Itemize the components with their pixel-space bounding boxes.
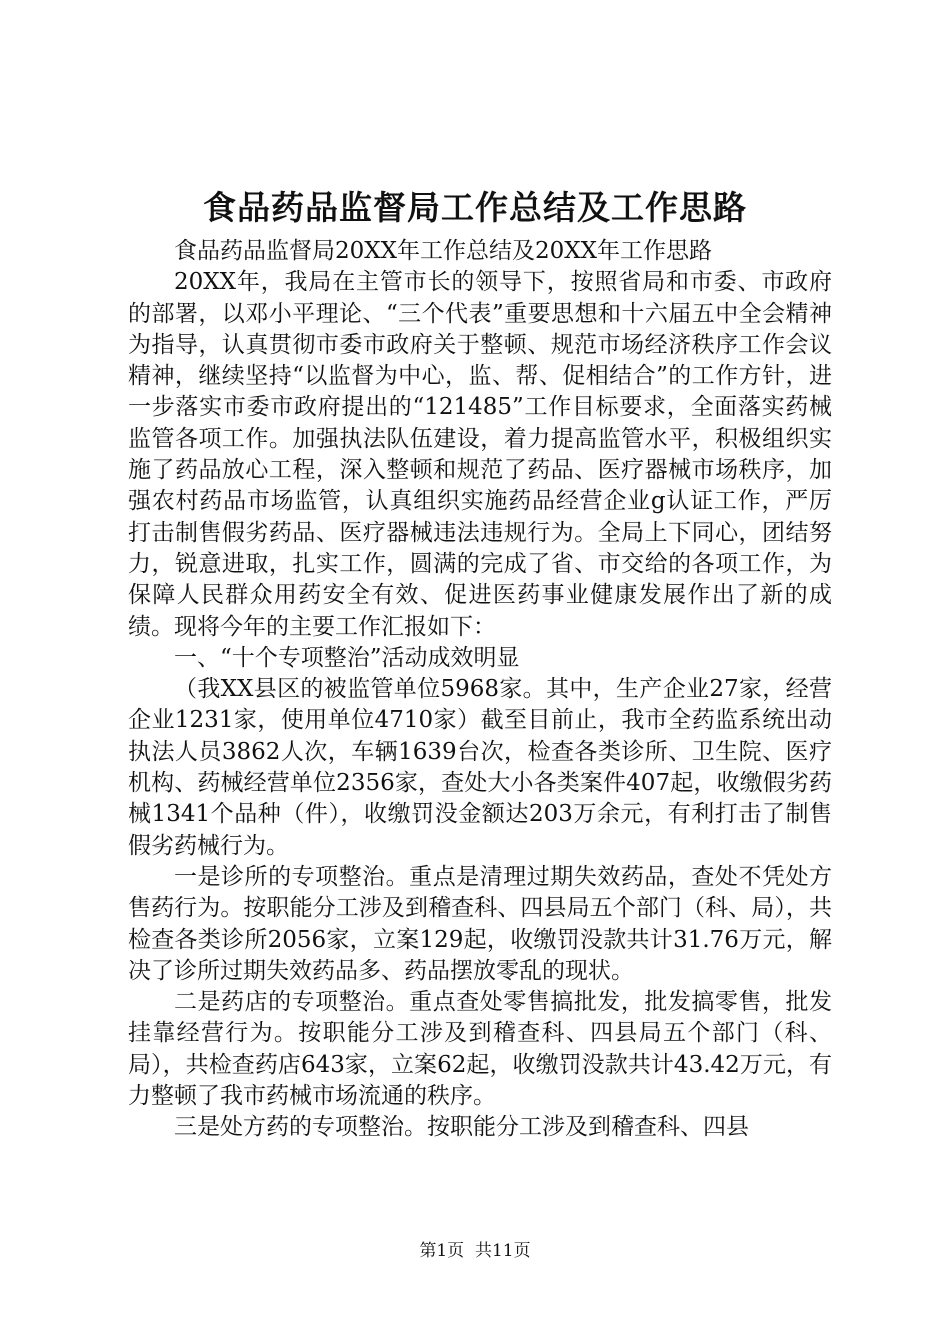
document-title: 食品药品监督局工作总结及工作思路	[203, 188, 747, 227]
paragraph-clinics: 一是诊所的专项整治。重点是清理过期失效药品，查处不凭处方售药行为。按职能分工涉及到稽查科、四县局五个部门（科、局），共检查各类诊所2056家，立案129起，收缴罚没款共计31.76万元，解决了诊所过期失效药品多、药品摆放零乱的现状。	[128, 863, 832, 984]
paragraph-pharmacies: 二是药店的专项整治。重点查处零售搞批发，批发搞零售，批发挂靠经营行为。按职能分工涉及到稽查科、四县局五个部门（科、局），共检查药店643家，立案62起，收缴罚没款共计43.42万元，有力整顿了我市药械市场流通的秩序。	[128, 989, 832, 1110]
section-heading-1: 一、“十个专项整治”活动成效明显	[174, 644, 520, 671]
paragraph-statistics: （我XX县区的被监管单位5968家。其中，生产企业27家，经营企业1231家，使用单位4710家）截至目前止，我市全药监系统出动执法人员3862人次，车辆1639台次，检查各类诊所、卫生院、医疗机构、药械经营单位2356家，查处大小各类案件407起，收缴假劣药械1341个品种（件），收缴罚没金额达203万余元，有利打击了制售假劣药械行为。	[128, 676, 832, 859]
document-body	[128, 236, 832, 1144]
paragraph-intro: 20XX年，我局在主管市长的领导下，按照省局和市委、市政府的部署，以邓小平理论、“三个代表”重要思想和十六届五中全会精神为指导，认真贯彻市委市政府关于整顿、规范市场经济秩序工作会议精神，继续坚持“以监督为中心，监、帮、促相结合”的工作方针，进一步落实市委市政府提出的“121485”工作目标要求，全面落实药械监管各项工作。加强执法队伍建设，着力提高监管水平，积极组织实施了药品放心工程，深入整顿和规范了药品、医疗器械市场秩序，加强农村药品市场监管，认真组织实施药品经营企业g认证工作，严厉打击制售假劣药品、医疗器械违法违规行为。全局上下同心，团结努力，锐意进取，扎实工作，圆满的完成了省、市交给的各项工作，为保障人民群众用药安全有效、促进医药事业健康发展作出了新的成绩。现将今年的主要工作汇报如下：	[128, 269, 832, 640]
paragraph-subtitle: 食品药品监督局20XX年工作总结及20XX年工作思路	[174, 238, 713, 264]
paragraph-prescriptions: 三是处方药的专项整治。按职能分工涉及到稽查科、四县	[174, 1114, 749, 1141]
page-footer: 第1页 共11页	[419, 1241, 531, 1261]
